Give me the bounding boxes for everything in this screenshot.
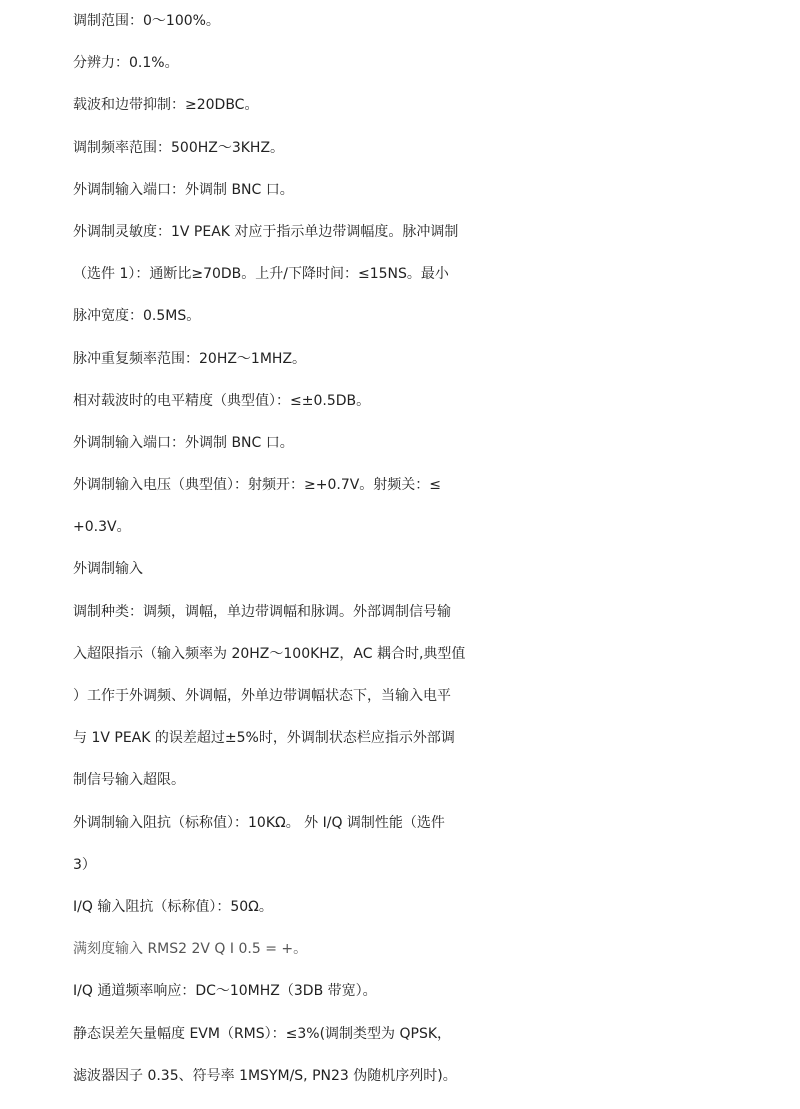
spec-line-over-range-2: ）工作于外调频、外调幅，外单边带调幅状态下，当输入电平 [73, 688, 451, 704]
spec-line-ext-mod-sensitivity: 外调制灵敏度：1V PEAK 对应于指示单边带调幅度。脉冲调制 [73, 223, 459, 240]
spec-line-evm-conditions: 滤波器因子 0.35、符号率 1MSYM/S, PN23 伪随机序列时)。 [73, 1067, 457, 1084]
spec-line-mod-types: 调制种类：调频，调幅，单边带调幅和脉调。外部调制信号输 [73, 603, 451, 620]
spec-line-pulse-option: （选件 1）：通断比≥70DB。上升/下降时间：≤15NS。最小 [73, 266, 449, 283]
spec-line-mod-range: 调制范围：0～100%。 [73, 13, 220, 29]
spec-line-over-range-4: 制信号输入超限。 [73, 772, 185, 789]
spec-line-option-3: 3） [73, 856, 96, 873]
spec-line-ext-mod-port: 外调制输入端口：外调制 BNC 口。 [73, 181, 294, 198]
spec-line-ext-mod-voltage-cont: +0.3V。 [73, 519, 131, 536]
spec-line-pulse-rep-range: 脉冲重复频率范围：20HZ～1MHZ。 [73, 350, 307, 367]
spec-line-iq-freq-response: I/Q 通道频率响应：DC～10MHZ（3DB 带宽）。 [73, 983, 377, 1000]
spec-line-over-range-3: 与 1V PEAK 的误差超过±5%时，外调制状态栏应指示外部调 [73, 730, 455, 747]
spec-line-level-accuracy: 相对载波时的电平精度（典型值）：≤±0.5DB。 [73, 392, 371, 409]
spec-line-pulse-width: 脉冲宽度：0.5MS。 [73, 308, 201, 325]
spec-line-ext-mod-voltage: 外调制输入电压（典型值）：射频开：≥+0.7V。射频关：≤ [73, 477, 442, 494]
spec-line-ext-mod-input: 外调制输入 [73, 561, 143, 578]
spec-line-over-range-1: 入超限指示（输入频率为 20HZ～100KHZ，AC 耦合时,典型值 [73, 645, 466, 662]
spec-document [73, 0, 733, 1097]
spec-line-mod-freq-range: 调制频率范围：500HZ～3KHZ。 [73, 139, 285, 156]
spec-line-ext-mod-impedance: 外调制输入阻抗（标称值）：10KΩ。 外 I/Q 调制性能（选件 [73, 814, 445, 831]
spec-line-full-scale-input: 满刻度输入 RMS2 2V Q I 0.5 = +。 [73, 941, 308, 958]
spec-line-evm: 静态误差矢量幅度 EVM（RMS）：≤3%(调制类型为 QPSK， [73, 1025, 452, 1042]
spec-line-iq-impedance: I/Q 输入阻抗（标称值）：50Ω。 [73, 898, 273, 915]
spec-line-resolution: 分辨力：0.1%。 [73, 55, 179, 72]
spec-line-carrier-suppression: 载波和边带抑制：≥20DBC。 [73, 97, 259, 114]
spec-line-ext-mod-port-2: 外调制输入端口：外调制 BNC 口。 [73, 434, 294, 451]
